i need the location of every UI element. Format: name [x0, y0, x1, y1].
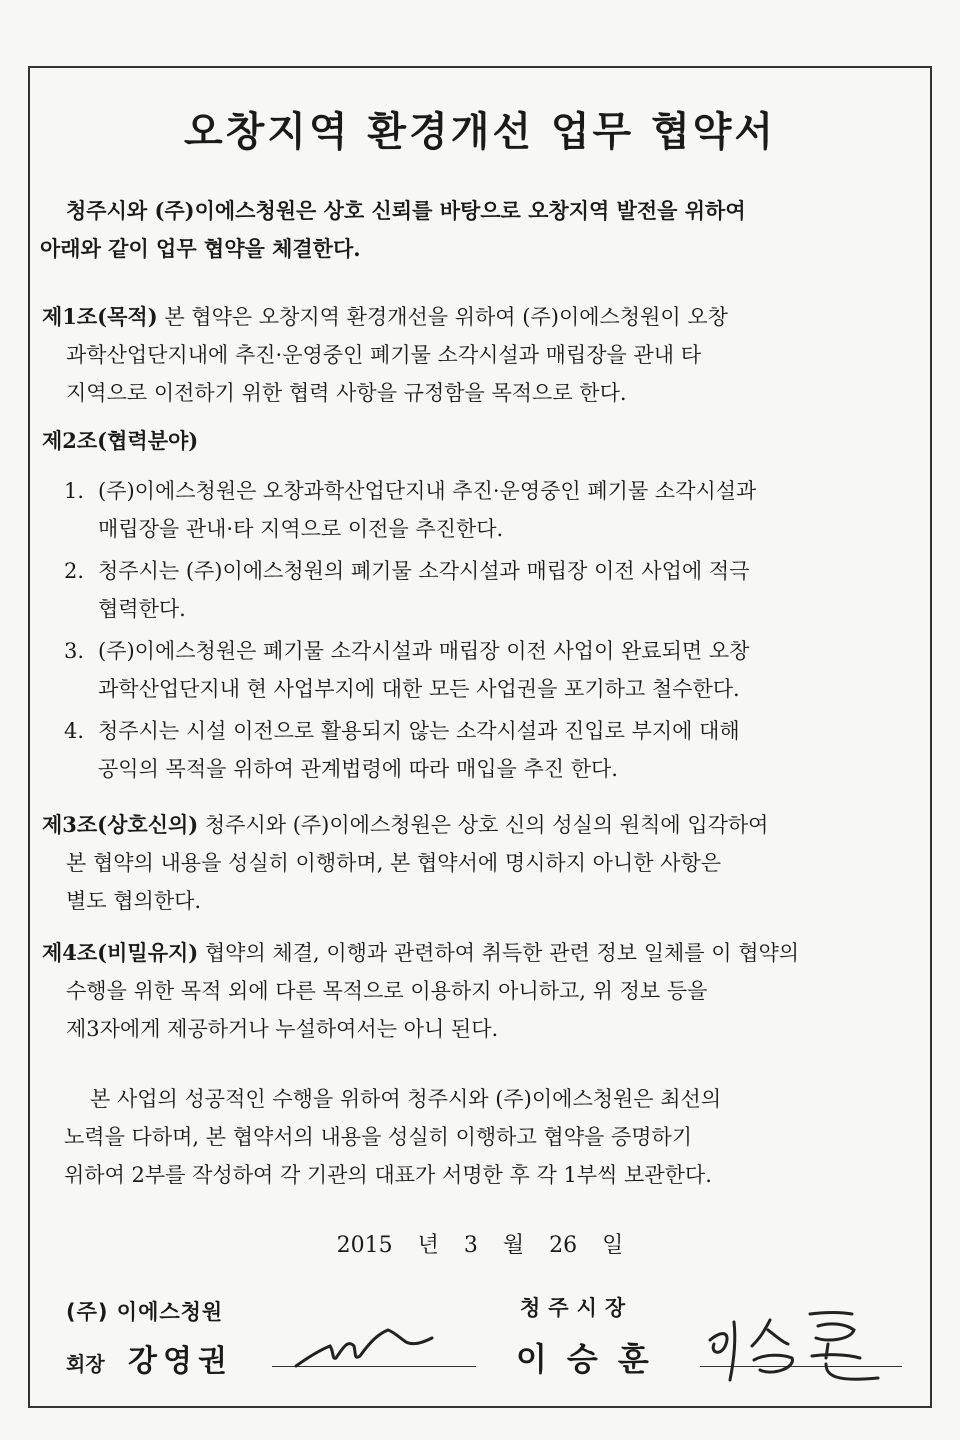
article-1 — [42, 298, 930, 412]
article-1-text: 본 협약은 오창지역 환경개선을 위하여 (주)이에스청원이 오창 — [157, 305, 728, 329]
party-1-organization: (주) 이에스청원 — [66, 1300, 224, 1324]
article-4-first-line — [42, 934, 930, 972]
item-text: (주)이에스청원은 폐기물 소각시설과 매립장 이전 사업이 완료되면 오창 — [98, 639, 750, 663]
article-1-heading: 제1조(목적) — [42, 304, 158, 329]
article-2-heading: 제2조(협력분야) — [42, 428, 199, 453]
article-2-heading-row — [42, 422, 930, 460]
item-text: 공익의 목적을 위하여 관계법령에 따라 매입을 추진 한다. — [98, 757, 618, 781]
item-text: (주)이에스청원은 오창과학산업단지내 추진·운영중인 폐기물 소각시설과 — [98, 479, 757, 503]
closing-line: 노력을 다하며, 본 협약서의 내용을 성실히 이행하고 협약을 증명하기 — [64, 1125, 693, 1149]
item-text: 청주시는 (주)이에스청원의 폐기물 소각시설과 매립장 이전 사업에 적극 — [98, 559, 750, 583]
article-4-text: 협약의 체결, 이행과 관련하여 취득한 관련 정보 일체를 이 협약의 — [198, 941, 800, 965]
article-2-item — [64, 472, 930, 548]
signature-1 — [290, 1316, 440, 1376]
intro-line: 아래와 같이 업무 협약을 체결한다. — [40, 236, 361, 261]
item-number: 3. — [64, 639, 85, 663]
item-text: 매립장을 관내·타 지역으로 이전을 추진한다. — [98, 517, 504, 541]
article-4-heading: 제4조(비밀유지) — [42, 940, 199, 965]
article-3-text: 청주시와 (주)이에스청원은 상호 신의 성실의 원칙에 입각하여 — [198, 813, 769, 837]
closing-line: 본 사업의 성공적인 수행을 위하여 청주시와 (주)이에스청원은 최선의 — [90, 1087, 722, 1111]
document-title: 오창지역 환경개선 업무 협약서 — [183, 109, 777, 155]
closing-line: 위하여 2부를 작성하여 각 기관의 대표가 서명한 후 각 1부씩 보관한다. — [64, 1163, 712, 1187]
article-1-text: 과학산업단지내에 추진·운영중인 폐기물 소각시설과 매립장을 관내 타 — [66, 343, 702, 367]
article-1-first-line — [42, 298, 930, 336]
article-2-item — [64, 632, 930, 708]
item-number: 1. — [64, 479, 85, 503]
article-1-text: 지역으로 이전하기 위한 협력 사항을 규정함을 목적으로 한다. — [66, 381, 627, 405]
party-2-organization: 청주시장 — [520, 1296, 634, 1320]
item-text: 협력한다. — [98, 597, 186, 621]
article-4-text: 수행을 위한 목적 외에 다른 목적으로 이용하지 아니하고, 위 정보 등을 — [66, 979, 708, 1003]
item-number: 2. — [64, 559, 85, 583]
article-4-text: 제3자에게 제공하거나 누설하여서는 아니 된다. — [66, 1017, 499, 1041]
intro-line: 청주시와 (주)이에스청원은 상호 신뢰를 바탕으로 오창지역 발전을 위하여 — [66, 198, 746, 223]
item-number: 4. — [64, 719, 85, 743]
party-1-name: 강영권 — [128, 1344, 233, 1379]
article-3-text: 본 협약의 내용을 성실히 이행하며, 본 협약서에 명시하지 아니한 사항은 — [66, 851, 722, 875]
intro-paragraph — [40, 192, 930, 268]
closing-paragraph — [64, 1080, 930, 1194]
article-4 — [42, 934, 930, 1048]
article-3 — [42, 806, 930, 920]
article-2-item — [64, 712, 930, 788]
article-3-heading: 제3조(상호신의) — [42, 812, 199, 837]
item-text: 과학산업단지내 현 사업부지에 대한 모든 사업권을 포기하고 철수한다. — [98, 677, 740, 701]
article-2-item — [64, 552, 930, 628]
item-text: 청주시는 시설 이전으로 활용되지 않는 소각시설과 진입로 부지에 대해 — [98, 719, 740, 743]
party-2-name: 이승훈 — [516, 1340, 669, 1378]
article-3-first-line — [42, 806, 930, 844]
article-3-text: 별도 협의한다. — [66, 889, 202, 913]
party-1-role: 회장 — [66, 1352, 105, 1376]
signature-2 — [700, 1300, 900, 1390]
signing-date: 2015 년 3 월 26 일 — [336, 1233, 624, 1258]
